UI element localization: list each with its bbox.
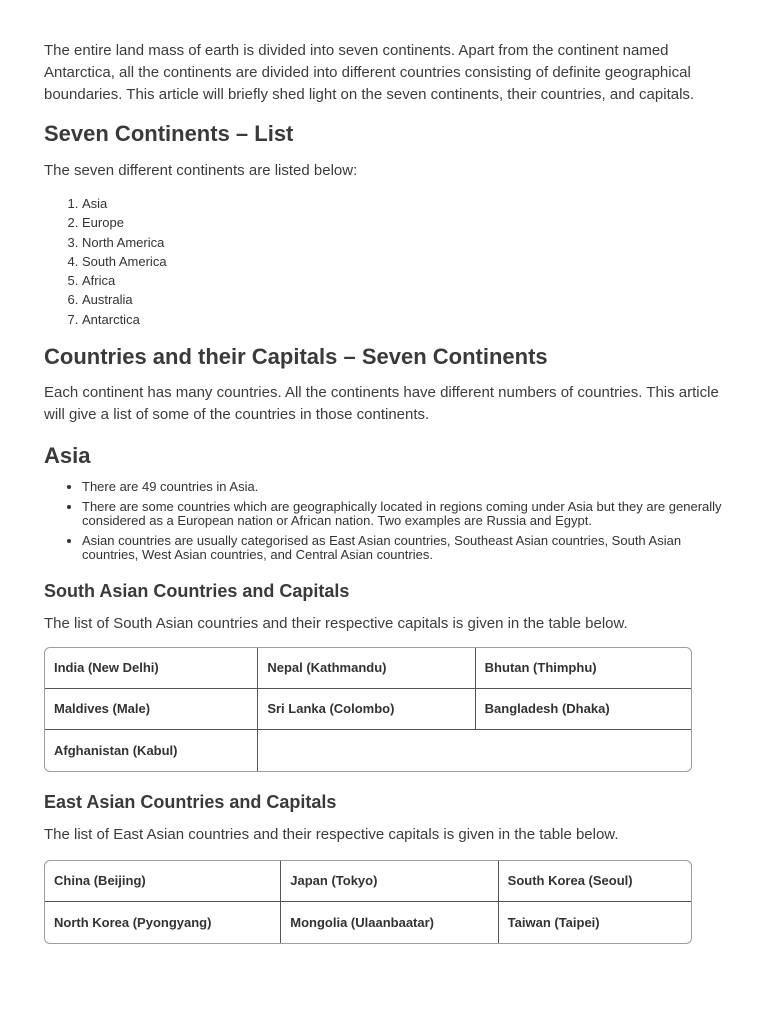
table-cell: Bhutan (Thimphu) — [476, 648, 691, 689]
south-asia-paragraph: The list of South Asian countries and their respective capitals is given in the table below. — [44, 614, 628, 632]
list-item: • There are some countries which are geographically located in regions coming under Asia but they are generally considered as a European nation or African nation. Two examples are Russia and Egypt. — [82, 500, 724, 529]
table-cell: China (Beijing) — [45, 861, 281, 902]
asia-heading: Asia — [44, 443, 91, 469]
table-row — [45, 730, 691, 771]
list-item: 1. Asia — [82, 194, 724, 213]
table-cell: Bangladesh (Dhaka) — [476, 689, 691, 730]
table-cell — [476, 730, 691, 771]
list-item: 4. South America — [82, 252, 724, 271]
list-item: 5. Africa — [82, 271, 724, 290]
east-asia-table — [44, 860, 692, 944]
list-item: 2. Europe — [82, 213, 724, 232]
intro-paragraph: The entire land mass of earth is divided into seven continents. Apart from the continent named Antarctica, all the continents are divided into different countries consisting of definite geographical boundaries. This article will briefly shed light on the seven continents, their countries, and capitals. — [44, 42, 695, 103]
asia-facts-list — [44, 480, 724, 563]
list-item: • There are 49 countries in Asia. — [82, 480, 724, 495]
list-item: 7. Antarctica — [82, 310, 724, 329]
list-item: • Asian countries are usually categorised as East Asian countries, Southeast Asian countries, South Asian countries, West Asian countries, and Central Asian countries. — [82, 534, 724, 563]
table-row — [45, 902, 691, 943]
table-row — [45, 648, 691, 689]
table-cell — [258, 730, 475, 771]
table-cell: India (New Delhi) — [45, 648, 258, 689]
table-cell: Maldives (Male) — [45, 689, 258, 730]
table-cell: Japan (Tokyo) — [281, 861, 498, 902]
list-item: 6. Australia — [82, 290, 724, 309]
table-cell: Mongolia (Ulaanbaatar) — [281, 902, 498, 943]
south-asia-heading: South Asian Countries and Capitals — [44, 580, 350, 601]
seven-continents-heading: Seven Continents – List — [44, 121, 294, 146]
table-row — [45, 861, 691, 902]
seven-continents-lead: The seven different continents are listed below: — [44, 162, 358, 179]
list-item: 3. North America — [82, 233, 724, 252]
table-row — [45, 689, 691, 730]
table-cell: Taiwan (Taipei) — [507, 914, 600, 930]
countries-capitals-paragraph: Each continent has many countries. All the continents have different numbers of countries. This article will give a list of some of the countries in those continents. — [44, 384, 719, 424]
east-asia-paragraph: The list of East Asian countries and their respective capitals is given in the table below. — [44, 825, 619, 843]
east-asia-heading: East Asian Countries and Capitals — [44, 791, 337, 812]
table-cell: South Korea (Seoul) — [499, 861, 691, 902]
continents-list — [44, 194, 724, 329]
countries-capitals-heading: Countries and their Capitals – Seven Continents — [44, 344, 548, 370]
table-cell: Afghanistan (Kabul) — [45, 730, 258, 771]
south-asia-table — [44, 647, 692, 772]
table-cell: Nepal (Kathmandu) — [258, 648, 475, 689]
table-cell: North Korea (Pyongyang) — [45, 902, 281, 943]
table-cell: Sri Lanka (Colombo) — [258, 689, 475, 730]
